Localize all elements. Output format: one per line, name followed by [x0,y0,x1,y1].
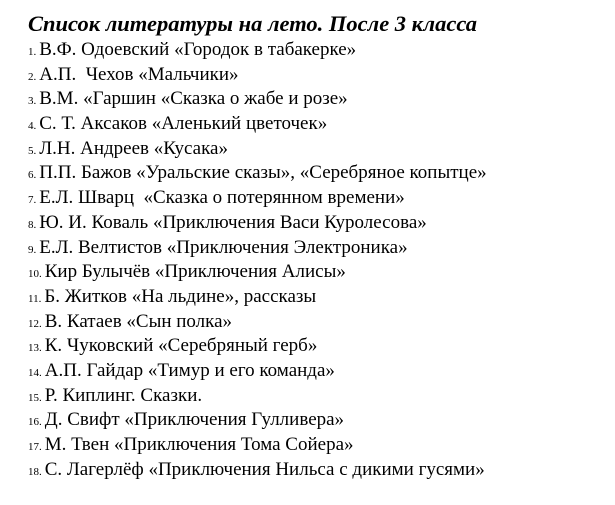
list-item [28,408,607,433]
document-title: Список литературы на лето. После 3 класса [28,11,477,36]
item-text: В. Катаев «Сын полка» [44,310,233,332]
list-item [28,260,607,285]
list-item [28,458,607,483]
item-text: В.М. «Гаршин «Сказка о жабе и розе» [39,88,348,110]
item-number: 18. [28,465,42,478]
item-number: 12. [28,317,42,330]
item-number: 5. [28,144,37,157]
list-item [28,63,607,88]
item-text: С. Т. Аксаков «Аленький цветочек» [39,113,328,135]
list-item [28,211,607,236]
list-item [28,359,607,384]
item-number: 3. [28,95,37,108]
list-item [28,236,607,261]
list-item [28,310,607,335]
item-text: С. Лагерлёф «Приключения Нильса с дикими гусями» [44,458,485,480]
item-number: 1. [28,46,37,58]
item-text: Е.Л. Шварц «Сказка о потерянном времени» [39,187,405,209]
item-number: 7. [28,194,37,207]
item-text: К. Чуковский «Серебряный герб» [44,335,318,357]
item-number: 16. [28,416,42,429]
item-number: 9. [28,243,37,256]
list-item [28,112,607,137]
reading-list [28,38,607,482]
item-text: Д. Свифт «Приключения Гулливера» [44,409,345,431]
list-item [28,433,607,458]
list-item [28,161,607,186]
item-text: Р. Киплинг. Сказки. [44,384,203,406]
item-number: 8. [28,218,37,231]
list-item [28,285,607,310]
item-text: Е.Л. Велтистов «Приключения Электроника» [39,236,408,258]
item-text: Л.Н. Андреев «Кусака» [39,137,228,159]
item-number: 2. [28,70,37,83]
item-number: 6. [28,169,37,182]
list-item [28,334,607,359]
list-item [28,186,607,211]
item-text: Кир Булычёв «Приключения Алисы» [44,261,346,283]
item-number: 4. [28,120,37,133]
item-number: 15. [28,391,42,404]
item-number: 11. [28,292,42,305]
item-text: П.П. Бажов «Уральские сказы», «Серебряное копытце» [39,162,487,184]
list-item [28,87,607,112]
document [28,10,607,482]
list-item [28,38,607,63]
item-text: А.П. Чехов «Мальчики» [39,63,239,85]
item-number: 14. [28,366,42,379]
item-number: 17. [28,441,42,453]
item-number: 13. [28,342,42,355]
list-item [28,137,607,162]
item-text: В.Ф. Одоевский «Городок в табакерке» [39,39,357,60]
item-text: А.П. Гайдар «Тимур и его команда» [44,359,335,381]
list-item [28,384,607,409]
item-number: 10. [28,268,42,281]
item-text: Ю. И. Коваль «Приключения Васи Куролесова» [39,211,427,233]
item-text: Б. Житков «На льдине», рассказы [44,285,317,307]
item-text: М. Твен «Приключения Тома Сойера» [44,434,354,455]
